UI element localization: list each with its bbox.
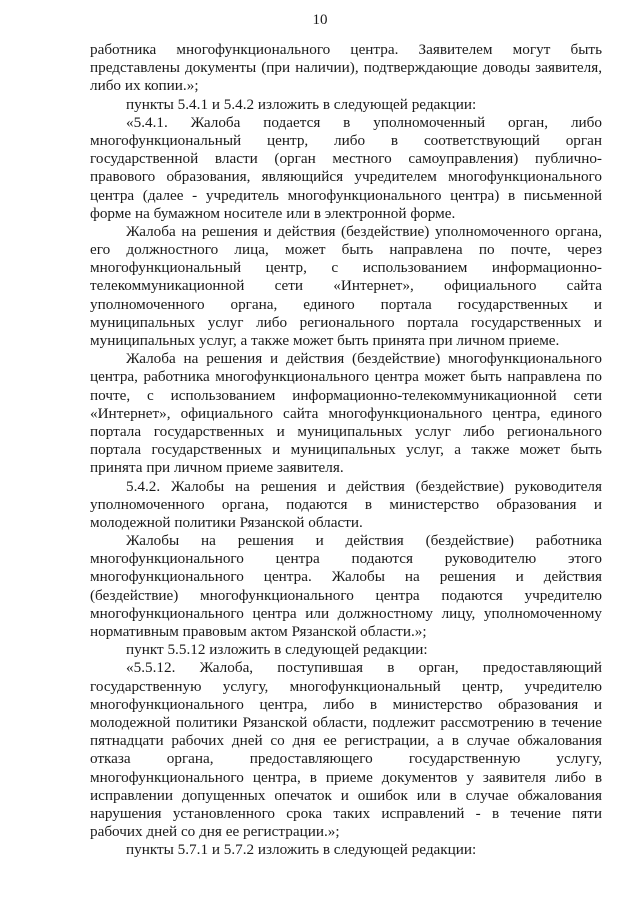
text-line: муниципальных услуг либо регионального портала государственных и [90,313,602,331]
text-line: государственной власти (орган местного самоуправления) публично- [90,150,602,168]
text-line: многофункционального центра или должностному лицу, уполномоченному [90,604,602,622]
text-line: пункты 5.4.1 и 5.4.2 изложить в следующей редакции: [126,95,477,113]
text-line: отказа органа, предоставляющего государственную услугу, [90,750,602,768]
text-line: 5.4.2. Жалобы на решения и действия (бездействие) руководителя [126,477,602,495]
text-line: государственную услугу, многофункциональный центр, учредителю [90,677,602,695]
text-line: принята при личном приеме заявителя. [90,459,344,477]
text-line: работника многофункционального центра. Заявителем могут быть [90,41,602,58]
text-line: почте, с использованием информационно-телекоммуникационной сети [90,386,602,404]
text-line: «5.5.12. Жалоба, поступившая в орган, предоставляющий [126,659,602,677]
text-line: многофункционального центра. Жалобы на решения и действия [90,568,602,586]
text-line: центра, работника многофункционального центра может быть направлена по [90,368,602,386]
text-line: молодежной политики Рязанской области. [90,513,363,531]
text-line: представлены документы (при наличии), подтверждающие доводы заявителя, [90,59,602,77]
text-line: пункты 5.7.1 и 5.7.2 изложить в следующей редакции: [126,841,477,859]
text-line: уполномоченного органа, единого портала государственных и [90,295,602,313]
text-line: Жалоба на решения и действия (бездействие) уполномоченного органа, [126,222,602,240]
text-line: исправлении допущенных опечаток и ошибок или в случае обжалования [90,786,602,804]
text-line: пункт 5.5.12 изложить в следующей редакции: [126,641,428,659]
text-line: многофункционального центра, в приеме документов у заявителя либо в [90,768,602,786]
text-line: нормативным правовым актом Рязанской области.»; [90,623,427,640]
text-line: многофункциональный центр, либо в соответствующий орган [90,131,602,149]
text-line: рабочих дней со дня ее регистрации.»; [90,823,340,841]
text-line: нарушения установленного срока таких исправлений - в течение пяти [90,804,602,822]
text-line: телекоммуникационной сети «Интернет», официального сайта [90,277,602,295]
text-line: либо их копии.»; [90,77,199,95]
text-line: молодежной политики Рязанской области, подлежит рассмотрению в течение [90,713,602,731]
text-line: портала государственных и муниципальных услуг либо регионального [90,422,602,440]
text-line: муниципальных услуг, а также может быть принята при личном приеме. [90,332,560,349]
text-line: центра (далее - учредитель многофункционального центра) в письменной [90,186,602,204]
page-number: 10 [312,12,328,28]
text-line: Жалобы на решения и действия (бездействие) работника [126,532,602,550]
text-line: форме на бумажном носителе или в электронной форме. [90,204,456,222]
text-line: уполномоченного органа, подаются в министерство образования и [90,495,602,513]
text-line: его должностного лица, может быть направлена по почте, через [90,241,602,259]
text-line: Жалоба на решения и действия (бездействие) многофункционального [126,350,602,368]
text-line: многофункционального центра, либо в министерство образования и [90,695,602,713]
text-line: «5.4.1. Жалоба подается в уполномоченный орган, либо [126,113,602,131]
document-body [90,41,602,859]
text-line: «Интернет», официального сайта многофункционального центра, единого [90,404,602,422]
text-line: пятнадцати рабочих дней со дня ее регистрации, а в случае обжалования [90,732,602,750]
text-line: многофункционального центра подаются руководителю этого [90,550,602,568]
text-line: правового образования, являющийся учредителем многофункционального [90,168,602,186]
text-line: портала государственных и муниципальных услуг, а также может быть [90,441,602,459]
text-line: (бездействие) многофункционального центра подаются учредителю [90,586,602,604]
text-line: многофункциональный центр, с использованием информационно- [90,259,602,277]
